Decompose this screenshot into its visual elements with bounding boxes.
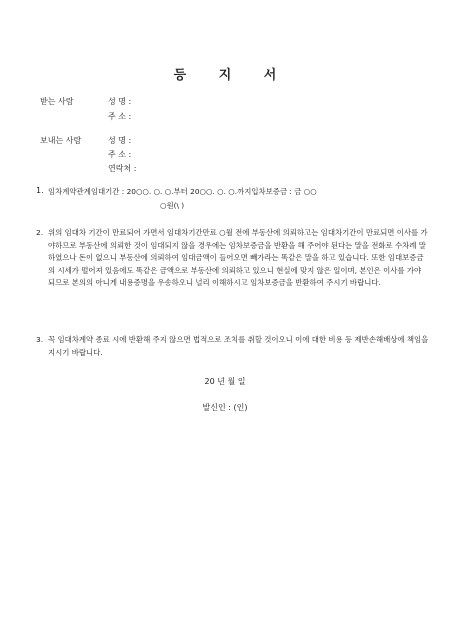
signature-line: 발신인 : (인)	[202, 403, 248, 412]
item-1-line1: 임차계약관계임대기간 : 20○○. ○. ○.부터 20○○. ○. ○.까지입차보증금 : 금 ○○	[48, 187, 317, 196]
sender-contact-label: 연락처 :	[108, 164, 137, 173]
item-1-line2: ○원(\ )	[160, 201, 185, 210]
item-2-number: 2.	[36, 228, 44, 237]
date-line: 20 년 월 일	[204, 377, 246, 386]
item-2	[36, 227, 430, 290]
sender-address-label: 주 소 :	[108, 150, 132, 159]
item-3-number: 3.	[36, 335, 44, 344]
item-3	[36, 334, 430, 359]
document-title: 등 지 서	[173, 68, 291, 83]
item-2-text: 위의 임대차 기간이 만료되어 가면서 임대차기간만료 ○월 전에 부동산에 의뢰하고는 임대차기간이 만료되면 이사를 가야하므로 부동산에 의뢰한 것이 임대되지 않을 경우에는 임차보증금을 반환을 해 주어야 된다는 말을 전화로 수차례 말하였으나 돈이 없으니 부동산에 의뢰하여 임대금액이 들어오면 빼가라는 똑같은 말을 하고 있습니다. 또한 임대보증금의 시세가 떨어져 있음에도 똑같은 금액으로 부동산에 의뢰하고 있으니 현실에 맞지 않은 일이며, 본인은 이사를 가야 되므로 본의의 아니게 내용증명을 우송하오니 널리 이해하시고 임차보증금을 반환하여 주시기 바랍니다.	[48, 228, 428, 288]
recipient-label: 받는 사람	[40, 97, 74, 106]
sender-label: 보내는 사람	[40, 136, 82, 145]
recipient-name-label: 성 명 :	[108, 97, 132, 106]
item-3-text: 꼭 임대차계약 종료 시에 반환해 주지 않으면 법적으로 조치를 취할 것이오니 이에 대한 비용 등 제반손해배상에 책임을 지시기 바랍니다.	[48, 335, 429, 357]
recipient-address-label: 주 소 :	[108, 112, 132, 121]
item-1-number: 1.	[36, 186, 44, 195]
sender-name-label: 성 명 :	[108, 136, 132, 145]
